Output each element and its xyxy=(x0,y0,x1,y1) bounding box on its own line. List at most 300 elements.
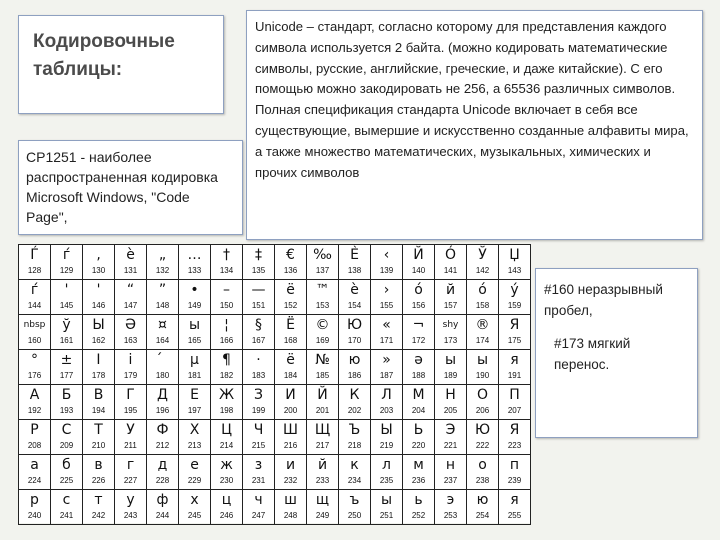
cell-glyph: ж xyxy=(220,457,233,473)
cell-glyph: № xyxy=(315,352,330,368)
cell-code: 171 xyxy=(379,336,394,345)
table-cell xyxy=(307,420,339,455)
table-cell xyxy=(211,420,243,455)
cell-glyph: Х xyxy=(189,422,200,438)
cell-code: 241 xyxy=(59,511,74,520)
table-cell xyxy=(307,280,339,315)
cell-code: 246 xyxy=(219,511,234,520)
table-row xyxy=(19,280,531,315)
table-cell xyxy=(339,490,371,525)
cell-glyph: ш xyxy=(284,492,297,508)
cell-code: 164 xyxy=(155,336,170,345)
table-cell xyxy=(339,350,371,385)
cell-glyph: Я xyxy=(509,317,520,333)
cell-code: 221 xyxy=(443,441,458,450)
cell-glyph: ы xyxy=(188,317,201,333)
cell-code: 161 xyxy=(59,336,74,345)
table-cell xyxy=(147,280,179,315)
table-cell xyxy=(51,420,83,455)
table-cell xyxy=(435,490,467,525)
table-cell xyxy=(435,385,467,420)
cell-code: 175 xyxy=(507,336,522,345)
cell-glyph: т xyxy=(94,492,103,508)
table-cell xyxy=(51,315,83,350)
table-cell xyxy=(467,490,499,525)
cell-code: 180 xyxy=(155,371,170,380)
table-row xyxy=(19,315,531,350)
cell-glyph: р xyxy=(30,492,39,508)
table-cell xyxy=(211,315,243,350)
cell-glyph: ¬ xyxy=(412,317,425,333)
cell-glyph: † xyxy=(223,247,230,263)
cell-code: 153 xyxy=(315,301,330,310)
cell-code: 225 xyxy=(59,476,74,485)
cell-glyph: е xyxy=(190,457,199,473)
cell-code: 156 xyxy=(411,301,426,310)
cell-code: 159 xyxy=(507,301,522,310)
cell-code: 229 xyxy=(187,476,202,485)
cell-code: 230 xyxy=(219,476,234,485)
cell-code: 242 xyxy=(91,511,106,520)
cell-code: 248 xyxy=(283,511,298,520)
cell-glyph: ё xyxy=(286,282,295,298)
table-cell xyxy=(467,350,499,385)
table-cell xyxy=(179,350,211,385)
cell-code: 143 xyxy=(507,266,522,275)
cell-glyph: Ё xyxy=(286,317,295,333)
table-cell xyxy=(115,420,147,455)
cell-glyph: с xyxy=(62,492,71,508)
cell-code: 227 xyxy=(123,476,138,485)
table-cell xyxy=(147,455,179,490)
cell-glyph: € xyxy=(286,247,295,263)
cell-glyph: ѐ xyxy=(350,282,359,298)
table-cell xyxy=(499,245,531,280)
table-cell xyxy=(371,280,403,315)
table-cell xyxy=(83,420,115,455)
cell-code: 167 xyxy=(251,336,266,345)
table-cell xyxy=(83,385,115,420)
table-cell xyxy=(339,420,371,455)
cell-glyph: – xyxy=(223,282,230,298)
cell-glyph: д xyxy=(157,457,168,473)
table-row xyxy=(19,350,531,385)
table-cell xyxy=(211,490,243,525)
cell-glyph: А xyxy=(29,387,40,403)
table-cell xyxy=(403,245,435,280)
cell-glyph: ю xyxy=(476,492,489,508)
table-cell xyxy=(435,280,467,315)
table-cell xyxy=(115,490,147,525)
table-cell xyxy=(243,280,275,315)
table-cell xyxy=(371,245,403,280)
cell-glyph: … xyxy=(187,247,202,263)
table-cell xyxy=(211,385,243,420)
table-cell xyxy=(403,420,435,455)
cell-glyph: г xyxy=(126,457,135,473)
cell-glyph: ý xyxy=(510,282,519,298)
cell-glyph: м xyxy=(413,457,424,473)
cell-glyph: Н xyxy=(445,387,456,403)
cell-code: 148 xyxy=(155,301,170,310)
cell-code: 254 xyxy=(475,511,490,520)
table-cell xyxy=(115,385,147,420)
table-cell xyxy=(211,455,243,490)
table-cell xyxy=(19,280,51,315)
cell-code: 197 xyxy=(187,406,202,415)
cell-code: 203 xyxy=(379,406,394,415)
table-cell xyxy=(83,315,115,350)
cell-glyph: щ xyxy=(315,492,330,508)
cell-glyph: Т xyxy=(94,422,103,438)
table-cell xyxy=(467,280,499,315)
cell-code: 182 xyxy=(219,371,234,380)
cell-glyph: ә xyxy=(414,352,423,368)
table-cell xyxy=(499,385,531,420)
cell-code: 135 xyxy=(251,266,266,275)
cell-glyph: Ó xyxy=(444,247,457,263)
table-cell xyxy=(339,315,371,350)
table-cell xyxy=(19,350,51,385)
cell-code: 174 xyxy=(475,336,490,345)
unicode-term: Unicode xyxy=(255,19,304,34)
cell-code: 240 xyxy=(27,511,42,520)
cell-glyph: Ѐ xyxy=(350,247,359,263)
table-row xyxy=(19,245,531,280)
cell-glyph: › xyxy=(383,282,390,298)
cell-code: 196 xyxy=(155,406,170,415)
cell-glyph: Ы xyxy=(380,422,393,438)
cell-glyph: х xyxy=(190,492,199,508)
cell-code: 207 xyxy=(507,406,522,415)
cell-code: 228 xyxy=(155,476,170,485)
cell-code: 198 xyxy=(219,406,234,415)
cell-code: 222 xyxy=(475,441,490,450)
table-cell xyxy=(467,455,499,490)
table-cell xyxy=(339,385,371,420)
cell-code: 154 xyxy=(347,301,362,310)
table-cell xyxy=(467,315,499,350)
cell-glyph: Ч xyxy=(253,422,264,438)
cell-glyph: ¦ xyxy=(224,317,229,333)
cell-code: 142 xyxy=(475,266,490,275)
cell-glyph: Ф xyxy=(156,422,169,438)
table-cell xyxy=(307,490,339,525)
cell-glyph: ё xyxy=(286,352,295,368)
table-cell xyxy=(371,350,403,385)
cell-glyph: ‡ xyxy=(255,247,262,263)
cell-glyph: ы xyxy=(444,352,457,368)
table-cell xyxy=(403,385,435,420)
cell-code: 141 xyxy=(443,266,458,275)
table-row xyxy=(19,455,531,490)
cell-glyph: ™ xyxy=(315,282,330,298)
cell-code: 134 xyxy=(219,266,234,275)
cell-glyph: § xyxy=(255,317,262,333)
cell-code: 223 xyxy=(507,441,522,450)
cell-glyph: ю xyxy=(348,352,361,368)
cell-code: 132 xyxy=(155,266,170,275)
cp1251-box xyxy=(18,140,243,235)
cell-code: 192 xyxy=(27,406,42,415)
table-cell xyxy=(243,490,275,525)
cell-code: 195 xyxy=(123,406,138,415)
cell-code: 201 xyxy=(315,406,330,415)
table-cell xyxy=(179,280,211,315)
table-cell xyxy=(371,490,403,525)
table-cell xyxy=(243,385,275,420)
cell-glyph: Ь xyxy=(413,422,424,438)
cell-glyph: ® xyxy=(475,317,490,333)
cell-code: 220 xyxy=(411,441,426,450)
table-cell xyxy=(403,455,435,490)
table-cell xyxy=(51,280,83,315)
cell-glyph xyxy=(147,350,178,370)
table-cell xyxy=(403,280,435,315)
table-cell xyxy=(307,385,339,420)
cell-code: 211 xyxy=(124,441,137,450)
cell-code: 163 xyxy=(123,336,138,345)
cell-glyph: к xyxy=(350,457,359,473)
cell-code: 155 xyxy=(379,301,394,310)
table-cell xyxy=(19,385,51,420)
cell-glyph: ў xyxy=(62,317,71,333)
cell-glyph: Э xyxy=(445,422,456,438)
table-cell xyxy=(83,280,115,315)
unicode-description: – стандарт, согласно которому для представления каждого символа используется 2 байта. (можно кодировать математические символы, русские, английские, греческие, и даже китайские). С его помощью можно закодировать не 256, а 65536 различных символов. Полная спецификация стандарта Unicode включает в себя все существующие, вымершие и искусственно созданные алфавиты мира, а также множество математических, музыкальных, химических и прочих символов xyxy=(255,19,689,180)
cell-glyph: ‰ xyxy=(313,247,332,263)
cell-code: 231 xyxy=(251,476,266,485)
table-cell xyxy=(179,455,211,490)
table-cell xyxy=(371,315,403,350)
table-cell xyxy=(211,350,243,385)
table-cell xyxy=(179,385,211,420)
cell-glyph: Ы xyxy=(92,317,105,333)
cell-glyph: з xyxy=(254,457,263,473)
cell-glyph: ± xyxy=(60,352,73,368)
cell-code: 194 xyxy=(91,406,106,415)
table-cell xyxy=(275,490,307,525)
cell-code: 193 xyxy=(59,406,74,415)
table-cell xyxy=(51,385,83,420)
cell-code: 252 xyxy=(411,511,426,520)
table-cell xyxy=(115,350,147,385)
cell-glyph: ѐ xyxy=(126,247,135,263)
cell-glyph: ъ xyxy=(349,492,360,508)
cell-glyph: ѓ xyxy=(62,247,71,263)
cell-glyph: В xyxy=(93,387,104,403)
cell-code: 239 xyxy=(507,476,522,485)
cell-code: 162 xyxy=(91,336,106,345)
table-cell xyxy=(275,245,307,280)
cell-glyph: Л xyxy=(381,387,392,403)
table-cell xyxy=(339,280,371,315)
table-cell xyxy=(147,490,179,525)
cell-glyph: « xyxy=(382,317,391,333)
cell-code: 166 xyxy=(219,336,234,345)
cell-glyph: Й xyxy=(413,247,424,263)
table-cell xyxy=(275,420,307,455)
cell-glyph: Д xyxy=(157,387,168,403)
cell-glyph: ” xyxy=(158,282,167,298)
cell-code: 151 xyxy=(251,301,266,310)
table-cell xyxy=(19,315,51,350)
cell-code: 190 xyxy=(475,371,490,380)
cell-code: 165 xyxy=(187,336,202,345)
table-cell xyxy=(467,245,499,280)
cell-glyph: і xyxy=(128,352,133,368)
cell-glyph: й xyxy=(445,282,456,298)
cell-glyph: Г xyxy=(126,387,135,403)
cell-code: 216 xyxy=(283,441,298,450)
table-cell xyxy=(83,245,115,280)
cell-glyph: О xyxy=(476,387,489,403)
cell-glyph: у xyxy=(126,492,135,508)
cell-code: 199 xyxy=(251,406,266,415)
table-cell xyxy=(499,490,531,525)
shy-note: #173 мягкий перенос. xyxy=(554,336,631,372)
cell-code: 208 xyxy=(27,441,42,450)
cell-code: 226 xyxy=(91,476,106,485)
table-cell xyxy=(19,420,51,455)
cell-code: 200 xyxy=(283,406,298,415)
cell-code: 206 xyxy=(475,406,490,415)
table-cell xyxy=(19,455,51,490)
table-cell xyxy=(51,490,83,525)
table-cell xyxy=(115,280,147,315)
table-cell xyxy=(307,315,339,350)
cell-glyph: Б xyxy=(61,387,72,403)
cell-code: 191 xyxy=(507,371,522,380)
cell-glyph: М xyxy=(412,387,425,403)
cell-code: 251 xyxy=(379,511,394,520)
cell-code: 129 xyxy=(59,266,74,275)
cell-glyph: я xyxy=(510,492,519,508)
table-cell xyxy=(275,280,307,315)
cell-glyph: ' xyxy=(96,282,101,298)
cell-glyph: Е xyxy=(190,387,199,403)
table-cell xyxy=(275,350,307,385)
unicode-text xyxy=(255,17,694,183)
cell-glyph: Џ xyxy=(509,247,520,263)
table-cell xyxy=(275,315,307,350)
table-cell xyxy=(467,385,499,420)
table-cell xyxy=(371,385,403,420)
table-cell xyxy=(243,455,275,490)
table-cell xyxy=(435,455,467,490)
table-cell xyxy=(339,455,371,490)
cell-code: 139 xyxy=(379,266,394,275)
table-cell xyxy=(307,455,339,490)
table-cell xyxy=(243,315,275,350)
cell-glyph: ч xyxy=(254,492,263,508)
table-cell xyxy=(403,315,435,350)
table-cell xyxy=(435,245,467,280)
cell-glyph: Ю xyxy=(474,422,491,438)
cell-glyph: К xyxy=(349,387,360,403)
cell-code: 189 xyxy=(443,371,458,380)
cell-glyph: П xyxy=(509,387,520,403)
table-cell xyxy=(211,280,243,315)
table-cell xyxy=(147,245,179,280)
cell-code: 188 xyxy=(411,371,426,380)
cell-glyph: Я xyxy=(509,422,520,438)
cell-code: 205 xyxy=(443,406,458,415)
cell-glyph: и xyxy=(285,457,296,473)
table-cell xyxy=(19,490,51,525)
table-cell xyxy=(435,350,467,385)
cell-glyph: ‹ xyxy=(383,247,390,263)
cell-code: 233 xyxy=(315,476,330,485)
cell-glyph: а xyxy=(30,457,39,473)
cell-glyph: о xyxy=(478,457,487,473)
cell-glyph: ѓ xyxy=(30,282,39,298)
table-cell xyxy=(435,315,467,350)
table-cell xyxy=(51,455,83,490)
cell-code: 249 xyxy=(315,511,330,520)
cell-glyph: ф xyxy=(156,492,169,508)
cell-code: 157 xyxy=(443,301,458,310)
cell-code: 184 xyxy=(283,371,298,380)
cell-code: 178 xyxy=(91,371,106,380)
cell-code: 186 xyxy=(347,371,362,380)
cp1251-table-wrap xyxy=(18,244,531,523)
table-cell xyxy=(115,245,147,280)
cell-glyph: nbsp xyxy=(23,320,46,330)
table-row xyxy=(19,490,531,525)
cell-glyph: С xyxy=(61,422,72,438)
cell-code: 236 xyxy=(411,476,426,485)
cell-glyph: · xyxy=(256,352,261,368)
cell-code: 147 xyxy=(123,301,138,310)
cell-code: 179 xyxy=(123,371,138,380)
cell-code: 215 xyxy=(251,441,266,450)
cell-code: 137 xyxy=(315,266,330,275)
table-cell xyxy=(307,245,339,280)
cell-glyph: Ѓ xyxy=(30,247,39,263)
table-cell xyxy=(435,420,467,455)
table-cell xyxy=(499,455,531,490)
page-title: Кодировочные таблицы: xyxy=(33,31,175,80)
cell-code: 145 xyxy=(59,301,74,310)
table-cell xyxy=(371,455,403,490)
table-cell xyxy=(19,245,51,280)
table-cell xyxy=(499,280,531,315)
cell-code: 136 xyxy=(283,266,298,275)
cell-code: 244 xyxy=(155,511,170,520)
cell-code: 152 xyxy=(283,301,298,310)
cell-code: 168 xyxy=(283,336,298,345)
cell-code: 219 xyxy=(379,441,394,450)
cell-code: 210 xyxy=(91,441,106,450)
cell-glyph: ° xyxy=(31,352,38,368)
cell-code: 181 xyxy=(187,371,202,380)
cell-code: 202 xyxy=(347,406,362,415)
table-cell xyxy=(179,245,211,280)
cell-code: 247 xyxy=(251,511,266,520)
cell-glyph: ы xyxy=(476,352,489,368)
cell-code: 232 xyxy=(283,476,298,485)
cell-code: 169 xyxy=(315,336,330,345)
cell-code: 146 xyxy=(91,301,106,310)
table-cell xyxy=(371,420,403,455)
cell-glyph: ы xyxy=(380,492,393,508)
cell-glyph: ¶ xyxy=(222,352,231,368)
cell-code: 149 xyxy=(187,301,202,310)
cell-glyph: Ц xyxy=(221,422,232,438)
cell-glyph: “ xyxy=(126,282,135,298)
cell-code: 214 xyxy=(219,441,234,450)
